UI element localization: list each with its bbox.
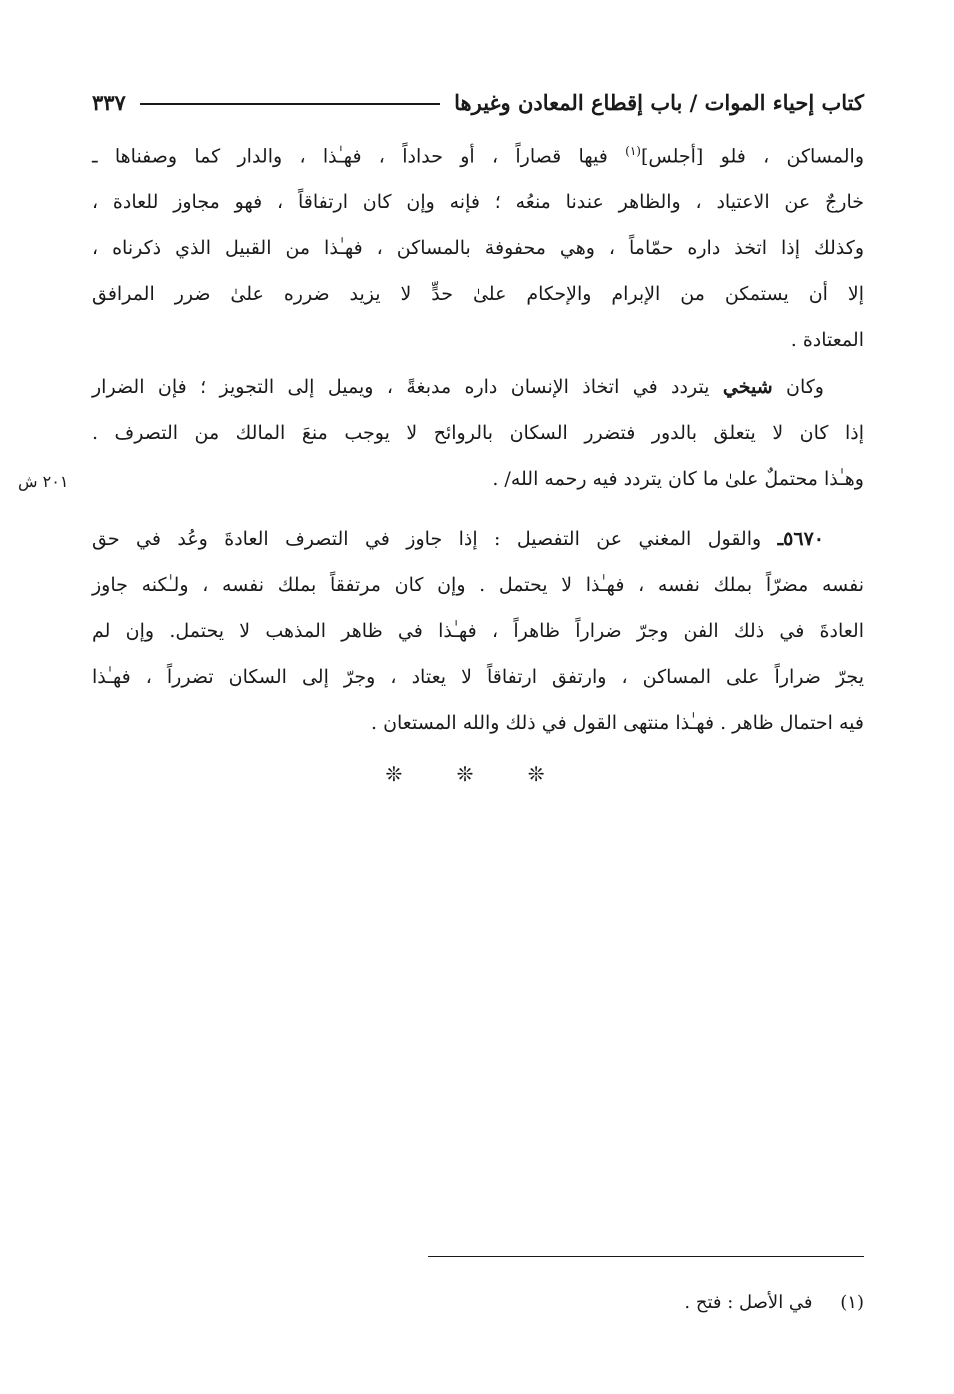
paragraph-3-line-3: العادةَ في ذلك الفن وجرّ ضراراً ظاهراً ، فهـٰذا في ظاهر المذهب لا يحتمل. وإن لم (92, 620, 864, 642)
paragraph-3 (92, 516, 864, 746)
paragraph-number: ٥٦٧٠ـ (777, 528, 824, 550)
footnote-rule (428, 1256, 864, 1257)
paragraph-2-line-2: إذا كان لا يتعلق بالدور فتضرر السكان بالروائح لا يوجب منعَ المالك من التصرف . (92, 422, 864, 444)
emphasized-name: شيخي (722, 376, 773, 398)
footnote-reference: (١) (625, 144, 641, 158)
footnote-text: في الأصل : فتح . (684, 1292, 813, 1313)
footnote-number: (١) (840, 1292, 864, 1313)
paragraph-3-line-4: يجرّ ضراراً على المساكن ، وارتفق ارتفاقاً لا يعتاد ، وجرّ إلى السكان تضرراً ، فهـٰذا (92, 666, 864, 688)
header-rule (140, 103, 440, 105)
footnote (684, 1292, 864, 1313)
page-number: ٣٣٧ (92, 89, 126, 115)
margin-folio-note: ٢٠١ ش (18, 472, 69, 491)
section-separator: ❊ ❊ ❊ (385, 762, 569, 786)
paragraph-1-line-4: إلا أن يستمكن من الإبرام والإحكام علىٰ حدٍّ لا يزيد ضرره علىٰ ضرر المرافق (92, 283, 864, 306)
chapter-title: كتاب إحياء الموات / باب إقطاع المعادن وغيرها (454, 89, 864, 115)
paragraph-2-line-3: وهـٰذا محتملٌ علىٰ ما كان يتردد فيه رحمه الله/ . (492, 468, 864, 490)
paragraph-3-line-2: نفسه مضرّاً بملك نفسه ، فهـٰذا لا يحتمل . وإن كان مرتفقاً بملك نفسه ، ولـٰكنه جاوز (92, 574, 864, 596)
paragraph-1-line-5: المعتادة . (790, 329, 864, 352)
running-header (92, 82, 864, 122)
paragraph-1-line-1: والمساكن ، فلو [أجلس]$^{(١)}$ فيها قصاراً ، أو حداداً ، فهـٰذا ، والدار كما وصفناها ـ (92, 144, 864, 168)
paragraph-2-line-1: وكان شيخي يتردد في اتخاذ الإنسان داره مدبغةً ، ويميل إلى التجويز ؛ فإن الضرار (92, 376, 824, 398)
paragraph-3-line-5: فيه احتمال ظاهر . فهـٰذا منتهى القول في ذلك والله المستعان . (370, 712, 864, 734)
paragraph-1-line-3: وكذلك إذا اتخذ داره حمّاماً ، وهي محفوفة بالمساكن ، فهـٰذا من القبيل الذي ذكرناه ، (92, 237, 864, 260)
paragraph-3-line-1: ٥٦٧٠ـ والقول المغني عن التفصيل : إذا جاوز في التصرف العادةَ وعُد في حق (92, 528, 824, 550)
paragraph-2 (92, 364, 864, 502)
paragraph-1-line-2: خارجٌ عن الاعتياد ، والظاهر عندنا منعُه ؛ فإنه وإن كان ارتفاقاً ، فهو مجاوز للعادة ، (92, 191, 864, 214)
paragraph-1 (92, 128, 864, 363)
